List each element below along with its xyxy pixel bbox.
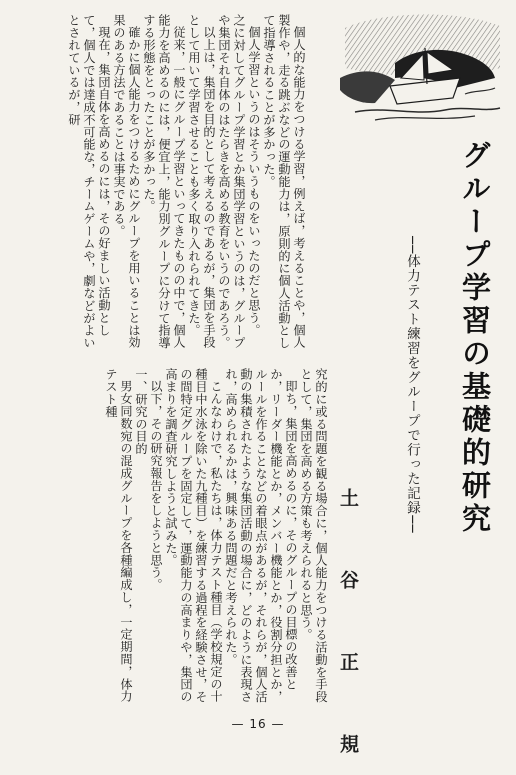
paragraph: 個人的な能力をつける学習，例えば，考えることや，個人製作や，走る跳ぶなどの運動能力は，原則的に個人活動として指導されることが多かった。 (262, 14, 306, 349)
paragraph: 個人学習というのはそういうものをいったのだと思う。 (247, 26, 261, 337)
paragraph: 即ち，集団を高めるのに，そのグループの目標の改善とか，リーダー機能とか，メンバー機能とか，役割分担とか，ルールを作ることなどの着眼点があるが，それらが，個人活動の集積されたような集団活動の場合に，どのように表現され，高められるかは，興味ある問題だと考えられた。 (224, 368, 298, 703)
header-illustration (335, 8, 505, 126)
paragraph: 従来，一般にグループ学習といってきたものの中で，個人能力を高めるのには，便宜上，能力別グループに分けて指導する形態をとったことが多かった。 (142, 14, 186, 349)
paragraph: 究的に或る問題を観る場合に，個人能力をつける活動を手段として，集団を高める方策も考えられると思う。 (299, 368, 328, 703)
article-title: グループ学習の基礎的研究 (458, 140, 492, 536)
paragraph: 現在，集団自体を高めるのには，その好ましい活動として，個人では達成不可能な，チームゲームや，劇などがよいとされているが，研 (67, 14, 111, 349)
section-heading: 一、研究の目的 (134, 368, 148, 455)
body-text-top (40, 14, 306, 360)
paragraph: 確かに個人能力をつけるためにグループを用いることは効果のある方法であることは事実である。 (112, 14, 141, 349)
paragraph: 男女同数宛の混成グループを各種編成し，一定期間，体力テスト種 (104, 368, 133, 703)
article-subtitle: ──体力テスト練習をグループで行った記録── (404, 236, 420, 534)
author-name: 土 谷 正 規 (337, 488, 359, 775)
paragraph: 以下，その研究報告をしようと思う。 (149, 380, 163, 591)
page-number: — 16 — (231, 717, 285, 731)
paragraph: こんなわけで，私たちは，体力テスト種目（学校規定の十種目中水泳を除いた九種目）を練習する過程を経験させ，その間特定グループを固定して，運動能力の高まりや，集団の高まりを調査研究しようと試みた。 (164, 368, 223, 703)
body-text-bottom (40, 368, 328, 712)
paragraph: 以上は，集団を目的として考えるのであるが，集団を手段として用いて学習させることも多く取り入れられてきた。 (187, 14, 216, 349)
paragraph: 之に対してグループ学習とか集団学習というのは，グループや集団それ自体のはたらきを高める教育をいうのであろう。 (217, 14, 246, 349)
